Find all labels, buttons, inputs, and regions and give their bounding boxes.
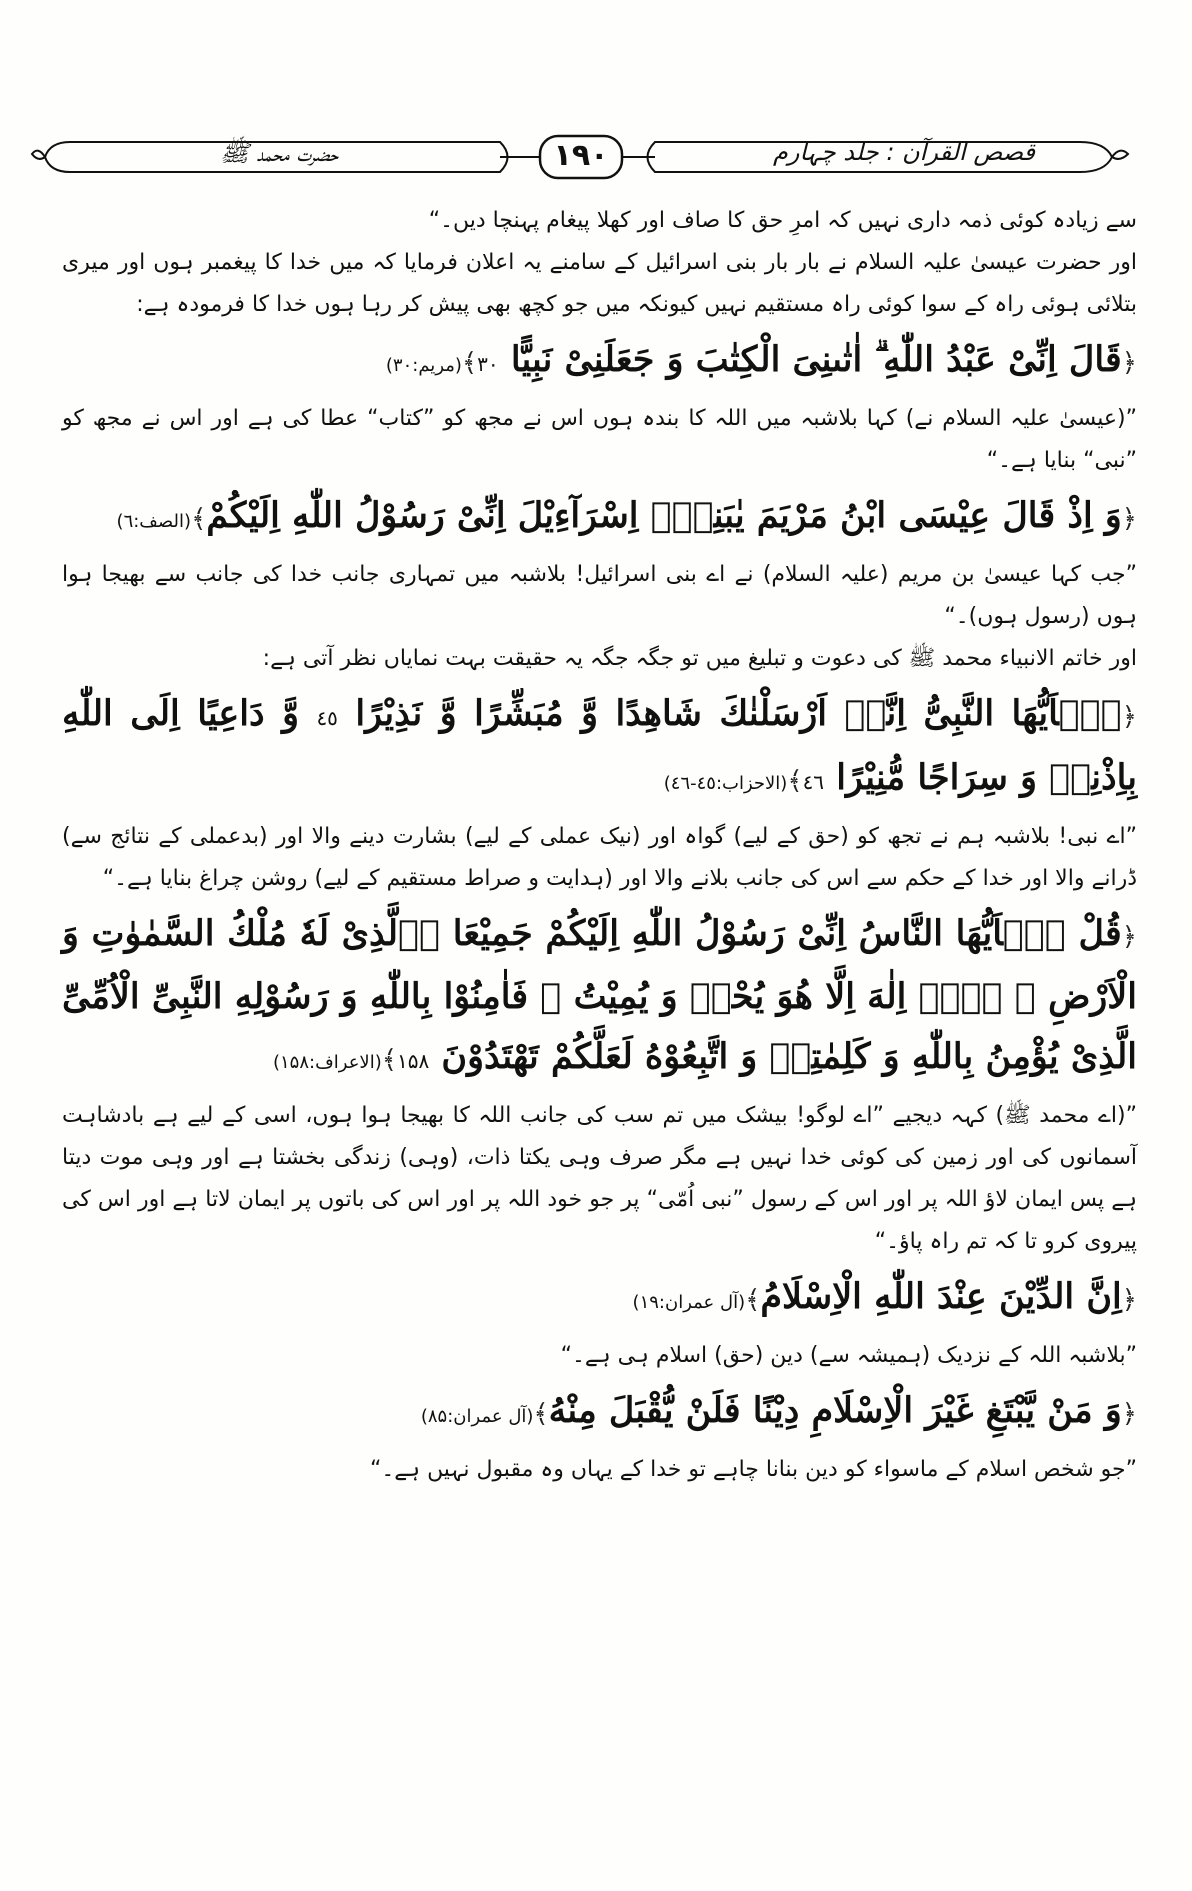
- translation-al-imran-85: ”جو شخص اسلام کے ماسواء کو دین بنانا چاہے تو خدا کے یہاں وہ مقبول نہیں ہے۔“: [370, 1457, 1137, 1482]
- verse-open-ornament: ﴿: [1121, 922, 1137, 952]
- verse-araf-158: [62, 904, 1137, 1093]
- verse-text: وَ مَنْ یَّبْتَغِ غَیْرَ الْاِسْلَامِ دِیْنًا فَلَنْ یُّقْبَلَ مِنْهُ: [548, 1390, 1122, 1431]
- ayah-number: ٤٦: [802, 770, 825, 794]
- paragraph-isa-announcement: اور حضرت عیسیٰ علیہ السلام نے بار بار بنی اسرائیل کے سامنے یہ اعلان فرمایا کہ میں خدا کا پیغمبر ہوں اور میری بتلائی ہوئی راہ کے سوا کوئی راہ مستقیم نہیں کیونکہ میں جو کچھ بھی پیش کر رہا ہوں خدا کا فرمودہ ہے:: [62, 250, 1137, 317]
- verse-close-ornament: ﴾: [533, 1399, 549, 1429]
- verse-text: یٰۤاَیُّهَا النَّبِیُّ اِنَّاۤ اَرْسَلْنٰكَ شَاهِدًا وَّ مُبَشِّرًا وَّ نَذِیْرًا: [355, 693, 1122, 734]
- verse-ahzab-45-46: [62, 684, 1137, 814]
- ayah-number: ٤٥: [316, 706, 338, 730]
- verse-close-ornament: ﴾: [461, 348, 478, 378]
- verse-text: قَالَ اِنِّیْ عَبْدُ اللّٰهِ ۗ اٰتٰىنِیَ الْكِتٰبَ وَ جَعَلَنِیْ نَبِیًّا: [510, 339, 1122, 380]
- translation-maryam-30: ”(عیسیٰ علیہ السلام نے) کہا بلاشبہ میں اللہ کا بندہ ہوں اس نے مجھ کو ”کتاب“ عطا کی ہے اور اس نے مجھ کو ”نبی“ بنایا ہے۔“: [62, 406, 1137, 473]
- verse-maryam-30: [62, 330, 1137, 396]
- paragraph-continuation: سے زیادہ کوئی ذمہ داری نہیں کہ امرِ حق کا صاف اور کھلا پیغام پہنچا دیں۔“: [428, 208, 1137, 233]
- translation-saff-6: ”جب کہا عیسیٰ بن مریم (علیہ السلام) نے اے بنی اسرائیل! بلاشبہ میں تمہاری جانب خدا کی جانب سے بھیجا ہوا ہوں (رسول ہوں)۔“: [62, 562, 1137, 629]
- verse-close-ornament: ﴾: [191, 504, 207, 534]
- ayah-number: ۱۵۸: [396, 1049, 430, 1073]
- paragraph-khatam-al-anbiya: اور خاتم الانبیاء محمد ﷺ کی دعوت و تبلیغ میں تو جگہ جگہ یہ حقیقت بہت نمایاں نظر آتی ہے:: [262, 646, 1137, 671]
- verse-saff-6: [62, 486, 1137, 552]
- verse-reference: (آل عمران:۱۹): [632, 1292, 746, 1313]
- verse-open-ornament: ﴿: [1121, 1399, 1137, 1429]
- book-title: قصص القرآن : جلد چہارم: [773, 138, 1035, 166]
- verse-text: اِنَّ الدِّیْنَ عِنْدَ اللّٰهِ الْاِسْلَامُ: [760, 1276, 1122, 1317]
- page-header: [30, 132, 1130, 182]
- verse-al-imran-19: [62, 1267, 1137, 1333]
- verse-al-imran-85: [62, 1381, 1137, 1447]
- translation-al-imran-19: ”بلاشبہ اللہ کے نزدیک (ہمیشہ سے) دین (حق) اسلام ہی ہے۔“: [560, 1343, 1137, 1368]
- page-content: [62, 200, 1137, 1491]
- verse-reference: (مریم:۳۰): [385, 355, 462, 376]
- verse-close-ornament: ﴾: [745, 1285, 761, 1315]
- verse-reference: (الصف:٦): [116, 511, 192, 532]
- translation-araf-158: ”(اے محمد ﷺ) کہہ دیجیے ”اے لوگو! بیشک میں تم سب کی جانب اللہ کا بھیجا ہوا ہوں، اسی کے لیے ہے بادشاہت آسمانوں کی اور زمین کی کوئی خدا نہیں ہے مگر صرف وہی یکتا ذات، (وہی) زندگی بخشتا ہے اور وہی موت دیتا ہے پس ایمان لاؤ اللہ پر اور اس کے رسول ”نبی اُمّی“ پر جو خود اللہ پر اور اس کی باتوں پر ایمان لاتا ہے اور اس کی پیروی کرو تا کہ تم راہ پاؤ۔“: [62, 1103, 1137, 1254]
- verse-text: وَ اِذْ قَالَ عِیْسَى ابْنُ مَرْیَمَ یٰبَنِیْۤ اِسْرَآءِیْلَ اِنِّیْ رَسُوْلُ اللّٰهِ اِلَیْكُمْ: [206, 495, 1122, 536]
- verse-reference: (الاعراف:۱۵۸): [272, 1052, 382, 1073]
- verse-close-ornament: ﴾: [381, 1045, 397, 1075]
- page-number: ۱۹۰: [553, 138, 609, 173]
- verse-open-ornament: ﴿: [1121, 702, 1137, 732]
- ayah-number: ۳۰: [477, 352, 499, 376]
- verse-close-ornament: ﴾: [787, 766, 803, 796]
- verse-open-ornament: ﴿: [1121, 1285, 1137, 1315]
- verse-reference: (الاحزاب:٤٥-٤٦): [663, 773, 788, 794]
- verse-open-ornament: ﴿: [1121, 348, 1137, 378]
- verse-text: قُلْ یٰۤاَیُّهَا النَّاسُ اِنِّیْ رَسُوْلُ اللّٰهِ اِلَیْكُمْ جَمِیْعَا ا۟لَّذِیْ لَهٗ مُلْكُ السَّمٰوٰتِ وَ الْاَرْضِ ۚ لَاۤ اِلٰهَ اِلَّا هُوَ یُحْیٖ وَ یُمِیْتُ ۪ فَاٰمِنُوْا بِاللّٰهِ وَ رَسُوْلِهِ النَّبِیِّ الْاُمِّیِّ الَّذِیْ یُؤْمِنُ بِاللّٰهِ وَ كَلِمٰتِهٖ وَ اتَّبِعُوْهُ لَعَلَّكُمْ تَهْتَدُوْنَ: [62, 913, 1137, 1077]
- verse-reference: (آل عمران:۸۵): [420, 1406, 534, 1427]
- verse-open-ornament: ﴿: [1121, 504, 1137, 534]
- translation-ahzab-45-46: ”اے نبی! بلاشبہ ہم نے تجھ کو (حق کے لیے) گواہ اور (نیک عملی کے لیے) بشارت دینے والا اور (بدعملی کے نتائج سے) ڈرانے والا اور خدا کے حکم سے اس کی جانب بلانے والا اور (ہدایت و صراط مستقیم کے لیے) روشن چراغ بنایا ہے۔“: [62, 824, 1137, 891]
- verse-text-continued: وَّ دَاعِیًا اِلَى اللّٰهِ بِاِذْنِهٖ وَ سِرَاجًا مُّنِیْرًا: [62, 693, 1137, 798]
- chapter-title: حضرت محمد ﷺ: [220, 139, 339, 167]
